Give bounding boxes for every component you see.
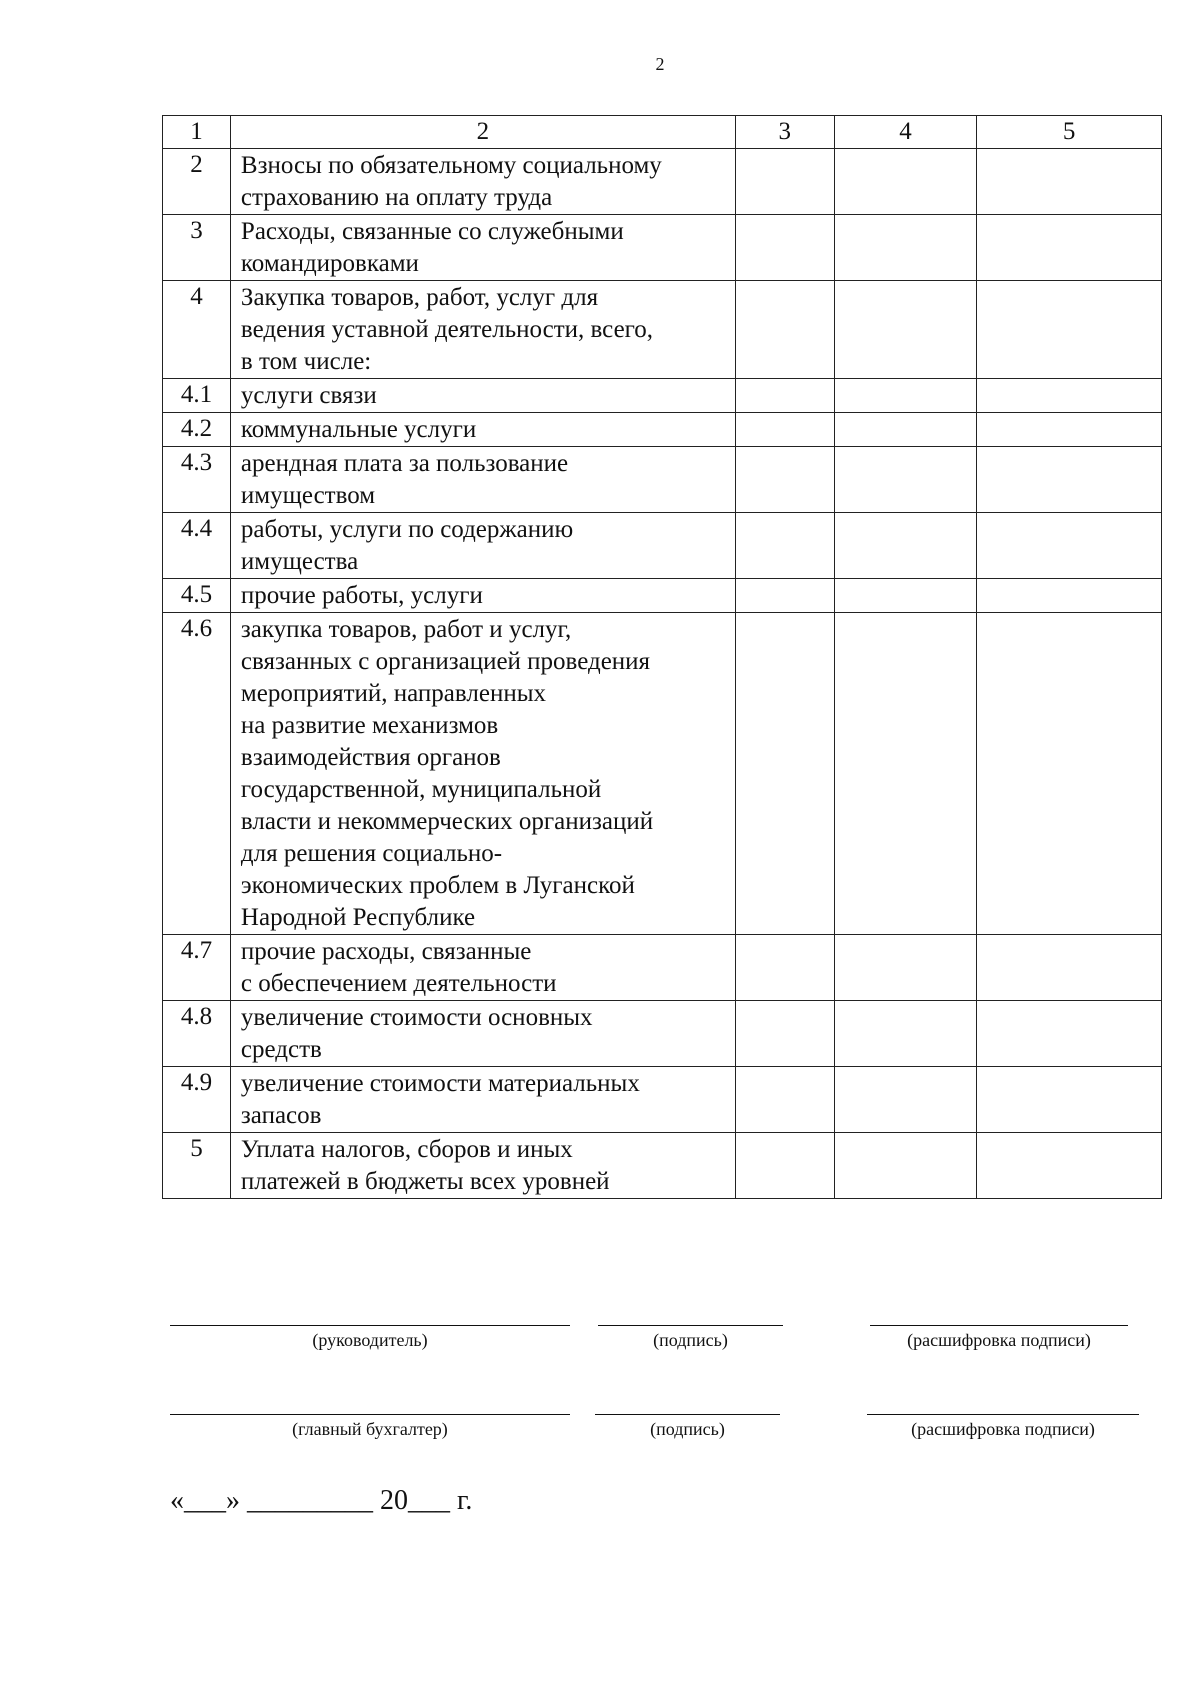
row-description-line: ведения уставной деятельности, всего, [240, 316, 654, 343]
row-number: 5 [163, 1133, 231, 1199]
col-3-cell [735, 613, 834, 935]
row-number: 4.9 [163, 1067, 231, 1133]
row-description [230, 413, 735, 447]
col-4-cell [834, 149, 977, 215]
col-5-cell [977, 447, 1162, 513]
row-description-line: в том числе: [240, 348, 372, 375]
signature-caption-role: (главный бухгалтер) [292, 1419, 448, 1439]
table-row [163, 613, 1162, 935]
table-row [163, 579, 1162, 613]
budget-table [162, 115, 1162, 1199]
row-description-line: государственной, муниципальной [240, 776, 602, 803]
col-3-cell [735, 379, 834, 413]
col-5-cell [977, 413, 1162, 447]
row-description-line: имуществом [240, 482, 376, 509]
table-row [163, 447, 1162, 513]
row-description-line: коммунальные услуги [240, 416, 477, 443]
page-number: 2 [655, 54, 665, 74]
table-row [163, 513, 1162, 579]
row-description-line: Взносы по обязательному социальному [240, 152, 662, 179]
row-description-line: услуги связи [240, 382, 377, 409]
col-4-cell [834, 513, 977, 579]
column-header: 4 [834, 116, 977, 149]
col-4-cell [834, 1001, 977, 1067]
col-3-cell [735, 1133, 834, 1199]
row-description-line: на развитие механизмов [240, 712, 499, 739]
row-description-line: с обеспечением деятельности [240, 970, 557, 997]
col-3-cell [735, 513, 834, 579]
col-4-cell [834, 215, 977, 281]
signature-row-accountant [170, 1414, 1150, 1454]
col-3-cell [735, 1001, 834, 1067]
row-description [230, 215, 735, 281]
col-5-cell [977, 1067, 1162, 1133]
table-row [163, 935, 1162, 1001]
col-3-cell [735, 1067, 834, 1133]
col-4-cell [834, 613, 977, 935]
col-4-cell [834, 1067, 977, 1133]
column-header: 3 [735, 116, 834, 149]
row-description-line: прочие расходы, связанные [240, 938, 532, 965]
col-3-cell [735, 447, 834, 513]
table-header-row [163, 116, 1162, 149]
date-line: «___» _________ 20___ г. [170, 1485, 473, 1516]
row-description [230, 613, 735, 935]
col-4-cell [834, 447, 977, 513]
row-description-line: взаимодействия органов [240, 744, 501, 771]
row-number: 4.8 [163, 1001, 231, 1067]
row-number: 4.7 [163, 935, 231, 1001]
col-5-cell [977, 281, 1162, 379]
row-description [230, 935, 735, 1001]
row-description [230, 281, 735, 379]
signature-line [170, 1325, 570, 1326]
row-description [230, 579, 735, 613]
row-description [230, 379, 735, 413]
col-4-cell [834, 935, 977, 1001]
row-number: 3 [163, 215, 231, 281]
row-number: 4.2 [163, 413, 231, 447]
signature-caption-signature: (подпись) [650, 1419, 725, 1439]
row-description [230, 1067, 735, 1133]
row-description-line: власти и некоммерческих организаций [240, 808, 654, 835]
row-number: 2 [163, 149, 231, 215]
row-description-line: имущества [240, 548, 359, 575]
table-row [163, 149, 1162, 215]
signature-line [870, 1325, 1128, 1326]
col-3-cell [735, 149, 834, 215]
row-number: 4 [163, 281, 231, 379]
col-3-cell [735, 215, 834, 281]
col-4-cell [834, 1133, 977, 1199]
row-description-line: Закупка товаров, работ, услуг для [240, 284, 599, 311]
col-4-cell [834, 579, 977, 613]
signature-caption-decoding: (расшифровка подписи) [911, 1419, 1095, 1439]
row-description-line: закупка товаров, работ и услуг, [240, 616, 572, 643]
row-description-line: экономических проблем в Луганской [240, 872, 635, 899]
col-4-cell [834, 379, 977, 413]
row-number: 4.1 [163, 379, 231, 413]
row-description-line: командировками [240, 250, 419, 277]
signature-line [170, 1414, 570, 1415]
signature-line [598, 1325, 783, 1326]
table-row [163, 1001, 1162, 1067]
signature-line [867, 1414, 1139, 1415]
col-4-cell [834, 413, 977, 447]
col-3-cell [735, 579, 834, 613]
row-description-line: связанных с организацией проведения [240, 648, 651, 675]
col-5-cell [977, 149, 1162, 215]
col-5-cell [977, 1001, 1162, 1067]
row-description [230, 1001, 735, 1067]
column-header: 2 [230, 116, 735, 149]
table-row [163, 281, 1162, 379]
column-header: 1 [163, 116, 231, 149]
row-number: 4.3 [163, 447, 231, 513]
column-header: 5 [977, 116, 1162, 149]
table-row [163, 215, 1162, 281]
row-description [230, 1133, 735, 1199]
col-5-cell [977, 513, 1162, 579]
row-description-line: увеличение стоимости основных [240, 1004, 593, 1031]
row-description [230, 447, 735, 513]
col-5-cell [977, 1133, 1162, 1199]
signature-line [595, 1414, 780, 1415]
row-description-line: страхованию на оплату труда [240, 184, 553, 211]
row-description-line: увеличение стоимости материальных [240, 1070, 640, 1097]
row-description-line: запасов [240, 1102, 322, 1129]
row-description-line: Уплата налогов, сборов и иных [240, 1136, 573, 1163]
col-5-cell [977, 215, 1162, 281]
row-description-line: Народной Республике [240, 904, 476, 931]
row-description-line: мероприятий, направленных [240, 680, 546, 707]
row-description-line: средств [240, 1036, 322, 1063]
row-description-line: Расходы, связанные со служебными [240, 218, 624, 245]
table-row [163, 379, 1162, 413]
signature-row-head [170, 1325, 1150, 1365]
row-description [230, 513, 735, 579]
table-row [163, 1067, 1162, 1133]
signature-caption-signature: (подпись) [653, 1330, 728, 1350]
row-number: 4.6 [163, 613, 231, 935]
row-description-line: работы, услуги по содержанию [240, 516, 574, 543]
row-description-line: арендная плата за пользование [240, 450, 569, 477]
row-description-line: платежей в бюджеты всех уровней [240, 1168, 610, 1195]
row-description-line: прочие работы, услуги [240, 582, 483, 609]
row-description-line: для решения социально- [240, 840, 503, 867]
col-3-cell [735, 413, 834, 447]
col-3-cell [735, 281, 834, 379]
col-4-cell [834, 281, 977, 379]
row-number: 4.5 [163, 579, 231, 613]
row-number: 4.4 [163, 513, 231, 579]
col-5-cell [977, 579, 1162, 613]
signature-caption-role: (руководитель) [312, 1330, 428, 1350]
table-row [163, 1133, 1162, 1199]
col-5-cell [977, 935, 1162, 1001]
signature-caption-decoding: (расшифровка подписи) [907, 1330, 1091, 1350]
col-5-cell [977, 613, 1162, 935]
col-5-cell [977, 379, 1162, 413]
row-description [230, 149, 735, 215]
col-3-cell [735, 935, 834, 1001]
table-row [163, 413, 1162, 447]
